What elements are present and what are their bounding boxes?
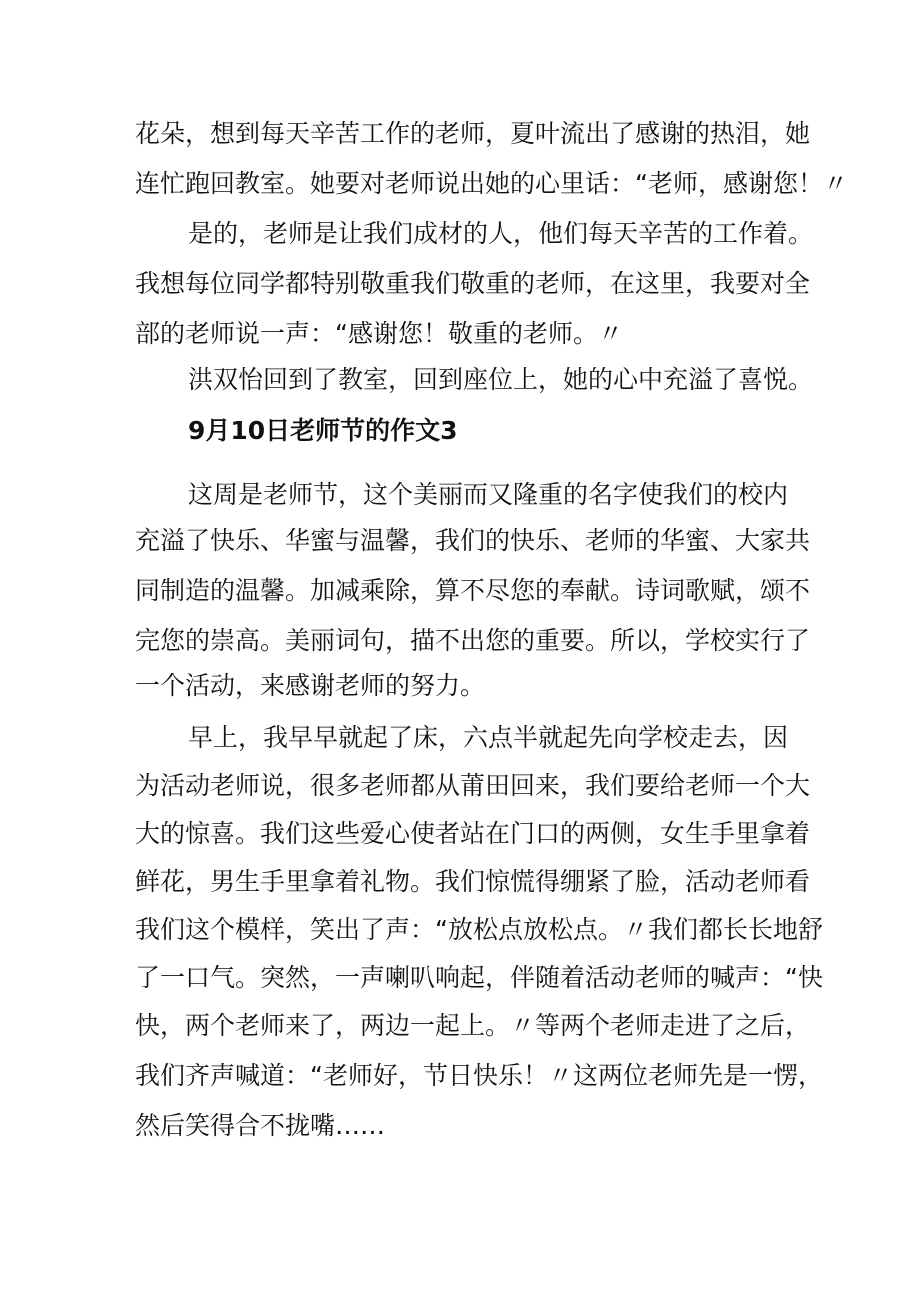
paragraph-5-line-5: 我们这个模样，笑出了声：“放松点放松点。〃我们都长长地舒: [135, 915, 823, 944]
paragraph-5-line-2: 为活动老师说，很多老师都从莆田回来，我们要给老师一个大: [135, 771, 811, 800]
paragraph-5-line-6: 了一口气。突然，一声喇叭响起，伴随着活动老师的喊声：“快: [135, 963, 823, 992]
paragraph-5-line-3: 大的惊喜。我们这些爱心使者站在门口的两侧，女生手里拿着: [135, 819, 811, 848]
paragraph-1-line-1: 花朵，想到每天辛苦工作的老师，夏叶流出了感谢的热泪，她: [135, 119, 811, 148]
paragraph-4-line-3: 同制造的温馨。加减乘除，算不尽您的奉献。诗词歌赋，颂不: [135, 576, 811, 605]
paragraph-5-line-8: 我们齐声喊道：“老师好，节日快乐！〃这两位老师先是一愣，: [135, 1061, 823, 1090]
paragraph-5-line-1: 早上，我早早就起了床，六点半就起先向学校走去，因: [188, 723, 789, 752]
paragraph-1-line-2: 连忙跑回教室。她要对老师说出她的心里话：“老师，感谢您！〃: [135, 169, 848, 198]
paragraph-3-line-1: 洪双怡回到了教室，回到座位上，她的心中充溢了喜悦。: [188, 365, 814, 394]
paragraph-5-line-4: 鲜花，男生手里拿着礼物。我们惊慌得绷紧了脸，活动老师看: [135, 867, 811, 896]
paragraph-4-line-1: 这周是老师节，这个美丽而又隆重的名字使我们的校内: [188, 480, 789, 509]
paragraph-5-line-7: 快，两个老师来了，两边一起上。〃等两个老师走进了之后，: [135, 1011, 811, 1040]
paragraph-4-line-5: 一个活动，来感谢老师的努力。: [135, 671, 486, 700]
paragraph-2-line-2: 我想每位同学都特别敬重我们敬重的老师，在这里，我要对全: [135, 269, 811, 298]
paragraph-2-line-3: 部的老师说一声：“感谢您！敬重的老师。〃: [135, 319, 623, 348]
paragraph-4-line-4: 完您的崇高。美丽词句，描不出您的重要。所以，学校实行了: [135, 626, 811, 655]
section-heading: 9月10日老师节的作文3: [188, 416, 458, 445]
paragraph-4-line-2: 充溢了快乐、华蜜与温馨，我们的快乐、老师的华蜜、大家共: [135, 526, 811, 555]
paragraph-2-line-1: 是的，老师是让我们成材的人，他们每天辛苦的工作着。: [188, 219, 814, 248]
paragraph-5-line-9: 然后笑得合不拢嘴……: [135, 1111, 386, 1140]
